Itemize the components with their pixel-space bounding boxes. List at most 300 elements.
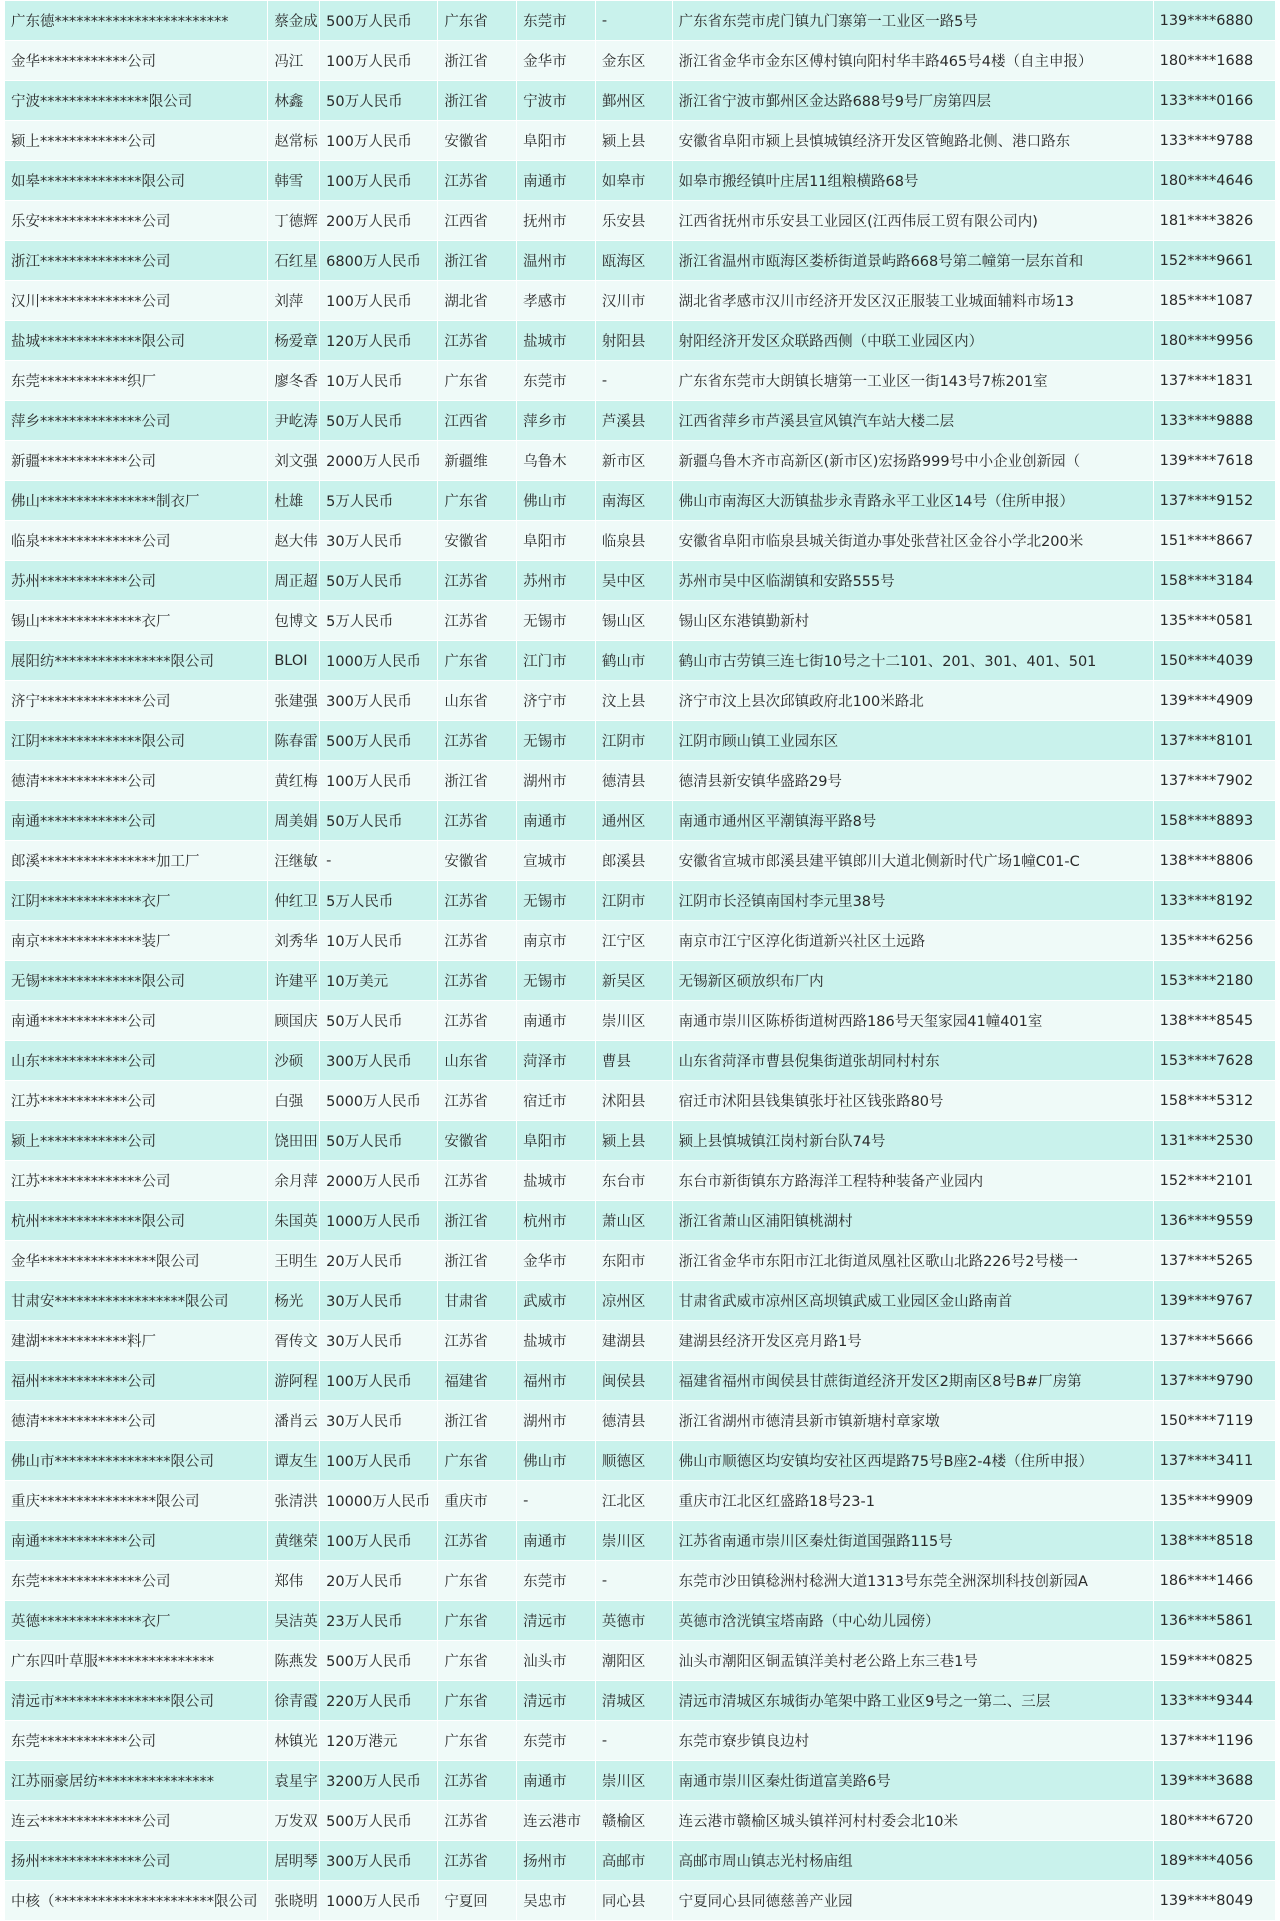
city-cell: 湖州市 — [517, 1401, 596, 1441]
district-cell: 崇川区 — [595, 1001, 672, 1041]
address-cell: 宿迁市沭阳县钱集镇张圩社区钱张路80号 — [672, 1081, 1153, 1121]
legal-person-cell: 林鑫 — [268, 81, 320, 121]
company-name-cell: 英德**************衣厂 — [5, 1601, 268, 1641]
district-cell: 锡山区 — [595, 601, 672, 641]
province-cell: 广东省 — [438, 361, 517, 401]
district-cell: 临泉县 — [595, 521, 672, 561]
company-table — [4, 0, 1276, 1921]
table-row — [5, 641, 1276, 681]
city-cell: 盐城市 — [517, 1161, 596, 1201]
legal-person-cell: 余月萍 — [268, 1161, 320, 1201]
registered-capital-cell: 50万人民币 — [320, 1121, 438, 1161]
registered-capital-cell: 1000万人民币 — [320, 1881, 438, 1921]
province-cell: 江苏省 — [438, 1321, 517, 1361]
legal-person-cell: 仲红卫 — [268, 881, 320, 921]
registered-capital-cell: 100万人民币 — [320, 761, 438, 801]
table-row — [5, 1, 1276, 41]
phone-cell: 137****1196 — [1153, 1721, 1275, 1761]
address-cell: 济宁市汶上县次邱镇政府北100米路北 — [672, 681, 1153, 721]
table-row — [5, 881, 1276, 921]
phone-cell: 135****9909 — [1153, 1481, 1275, 1521]
city-cell: 佛山市 — [517, 481, 596, 521]
phone-cell: 137****5265 — [1153, 1241, 1275, 1281]
table-row — [5, 1601, 1276, 1641]
phone-cell: 150****4039 — [1153, 641, 1275, 681]
table-row — [5, 81, 1276, 121]
address-cell: 广东省东莞市虎门镇九门寨第一工业区一路5号 — [672, 1, 1153, 41]
district-cell: 通州区 — [595, 801, 672, 841]
registered-capital-cell: 300万人民币 — [320, 1041, 438, 1081]
phone-cell: 158****8893 — [1153, 801, 1275, 841]
phone-cell: 133****8192 — [1153, 881, 1275, 921]
registered-capital-cell: 10000万人民币 — [320, 1481, 438, 1521]
city-cell: 宁波市 — [517, 81, 596, 121]
registered-capital-cell: 300万人民币 — [320, 1841, 438, 1881]
city-cell: 江门市 — [517, 641, 596, 681]
registered-capital-cell: 5万人民币 — [320, 881, 438, 921]
province-cell: 江苏省 — [438, 601, 517, 641]
legal-person-cell: 廖冬香 — [268, 361, 320, 401]
province-cell: 江苏省 — [438, 921, 517, 961]
registered-capital-cell: 200万人民币 — [320, 201, 438, 241]
company-name-cell: 宁波***************限公司 — [5, 81, 268, 121]
table-row — [5, 401, 1276, 441]
city-cell: 扬州市 — [517, 1841, 596, 1881]
company-name-cell: 苏州************公司 — [5, 561, 268, 601]
legal-person-cell: 张清洪 — [268, 1481, 320, 1521]
legal-person-cell: 袁星宇 — [268, 1761, 320, 1801]
table-row — [5, 1241, 1276, 1281]
address-cell: 佛山市顺德区均安镇均安社区西堤路75号B座2-4楼（住所申报） — [672, 1441, 1153, 1481]
legal-person-cell: 韩雪 — [268, 161, 320, 201]
legal-person-cell: 尹屹涛 — [268, 401, 320, 441]
table-row — [5, 601, 1276, 641]
company-name-cell: 展阳纺****************限公司 — [5, 641, 268, 681]
address-cell: 汕头市潮阳区铜盂镇洋美村老公路上东三巷1号 — [672, 1641, 1153, 1681]
city-cell: 宿迁市 — [517, 1081, 596, 1121]
table-row — [5, 161, 1276, 201]
phone-cell: 139****9767 — [1153, 1281, 1275, 1321]
address-cell: 浙江省湖州市德清县新市镇新塘村章家墩 — [672, 1401, 1153, 1441]
registered-capital-cell: 100万人民币 — [320, 1521, 438, 1561]
district-cell: 崇川区 — [595, 1521, 672, 1561]
district-cell: 江阴市 — [595, 721, 672, 761]
district-cell: 英德市 — [595, 1601, 672, 1641]
address-cell: 南通市通州区平潮镇海平路8号 — [672, 801, 1153, 841]
phone-cell: 135****0581 — [1153, 601, 1275, 641]
phone-cell: 158****5312 — [1153, 1081, 1275, 1121]
address-cell: 南通市崇川区陈桥街道树西路186号天玺家园41幢401室 — [672, 1001, 1153, 1041]
phone-cell: 180****1688 — [1153, 41, 1275, 81]
province-cell: 浙江省 — [438, 1241, 517, 1281]
table-row — [5, 241, 1276, 281]
table-row — [5, 521, 1276, 561]
registered-capital-cell: 500万人民币 — [320, 1641, 438, 1681]
address-cell: 射阳经济开发区众联路西侧（中联工业园区内） — [672, 321, 1153, 361]
registered-capital-cell: 50万人民币 — [320, 81, 438, 121]
province-cell: 山东省 — [438, 681, 517, 721]
address-cell: 鹤山市古劳镇三连七街10号之十二101、201、301、401、501 — [672, 641, 1153, 681]
registered-capital-cell: 5000万人民币 — [320, 1081, 438, 1121]
phone-cell: 137****1831 — [1153, 361, 1275, 401]
city-cell: 南通市 — [517, 1001, 596, 1041]
legal-person-cell: 汪继敏 — [268, 841, 320, 881]
city-cell: 乌鲁木 — [517, 441, 596, 481]
address-cell: 南京市江宁区淳化街道新兴社区土远路 — [672, 921, 1153, 961]
phone-cell: 137****9790 — [1153, 1361, 1275, 1401]
district-cell: 鄞州区 — [595, 81, 672, 121]
phone-cell: 139****6880 — [1153, 1, 1275, 41]
district-cell: 如皋市 — [595, 161, 672, 201]
company-name-cell: 乐安**************公司 — [5, 201, 268, 241]
company-name-cell: 汉川**************公司 — [5, 281, 268, 321]
province-cell: 江苏省 — [438, 321, 517, 361]
company-name-cell: 中核（**********************限公司 — [5, 1881, 268, 1921]
city-cell: 金华市 — [517, 1241, 596, 1281]
registered-capital-cell: 50万人民币 — [320, 561, 438, 601]
legal-person-cell: 赵大伟 — [268, 521, 320, 561]
city-cell: 杭州市 — [517, 1201, 596, 1241]
registered-capital-cell: 30万人民币 — [320, 521, 438, 561]
registered-capital-cell: 23万人民币 — [320, 1601, 438, 1641]
legal-person-cell: 杨光 — [268, 1281, 320, 1321]
legal-person-cell: BLOI — [268, 641, 320, 681]
province-cell: 江西省 — [438, 401, 517, 441]
address-cell: 苏州市吴中区临湖镇和安路555号 — [672, 561, 1153, 601]
legal-person-cell: 丁德辉 — [268, 201, 320, 241]
district-cell: 凉州区 — [595, 1281, 672, 1321]
legal-person-cell: 张建强 — [268, 681, 320, 721]
company-name-cell: 江苏************公司 — [5, 1081, 268, 1121]
legal-person-cell: 胥传文 — [268, 1321, 320, 1361]
legal-person-cell: 陈春雷 — [268, 721, 320, 761]
legal-person-cell: 蔡金成 — [268, 1, 320, 41]
registered-capital-cell: 20万人民币 — [320, 1561, 438, 1601]
phone-cell: 133****9788 — [1153, 121, 1275, 161]
district-cell: 东台市 — [595, 1161, 672, 1201]
city-cell: 无锡市 — [517, 721, 596, 761]
legal-person-cell: 徐青霞 — [268, 1681, 320, 1721]
company-name-cell: 扬州**************公司 — [5, 1841, 268, 1881]
province-cell: 江苏省 — [438, 561, 517, 601]
district-cell: 新市区 — [595, 441, 672, 481]
table-row — [5, 1641, 1276, 1681]
district-cell: - — [595, 361, 672, 401]
table-row — [5, 1481, 1276, 1521]
district-cell: 金东区 — [595, 41, 672, 81]
legal-person-cell: 居明琴 — [268, 1841, 320, 1881]
company-name-cell: 无锡**************限公司 — [5, 961, 268, 1001]
phone-cell: 185****1087 — [1153, 281, 1275, 321]
company-name-cell: 南京**************装厂 — [5, 921, 268, 961]
city-cell: 宣城市 — [517, 841, 596, 881]
company-name-cell: 清远市****************限公司 — [5, 1681, 268, 1721]
company-name-cell: 颍上************公司 — [5, 1121, 268, 1161]
company-name-cell: 颍上************公司 — [5, 121, 268, 161]
city-cell: 孝感市 — [517, 281, 596, 321]
table-row — [5, 841, 1276, 881]
registered-capital-cell: 50万人民币 — [320, 1001, 438, 1041]
district-cell: 沭阳县 — [595, 1081, 672, 1121]
address-cell: 江阴市长泾镇南国村李元里38号 — [672, 881, 1153, 921]
company-name-cell: 杭州**************限公司 — [5, 1201, 268, 1241]
address-cell: 重庆市江北区红盛路18号23-1 — [672, 1481, 1153, 1521]
registered-capital-cell: 1000万人民币 — [320, 1201, 438, 1241]
company-name-cell: 南通************公司 — [5, 1521, 268, 1561]
phone-cell: 159****0825 — [1153, 1641, 1275, 1681]
address-cell: 宁夏同心县同德慈善产业园 — [672, 1881, 1153, 1921]
company-name-cell: 南通************公司 — [5, 1001, 268, 1041]
city-cell: 东莞市 — [517, 361, 596, 401]
province-cell: 浙江省 — [438, 1401, 517, 1441]
phone-cell: 180****6720 — [1153, 1801, 1275, 1841]
district-cell: 同心县 — [595, 1881, 672, 1921]
table-row — [5, 1881, 1276, 1921]
company-name-cell: 新疆************公司 — [5, 441, 268, 481]
city-cell: 东莞市 — [517, 1, 596, 41]
province-cell: 江苏省 — [438, 161, 517, 201]
address-cell: 东莞市沙田镇稔洲村稔洲大道1313号东莞全洲深圳科技创新园A — [672, 1561, 1153, 1601]
company-name-cell: 重庆****************限公司 — [5, 1481, 268, 1521]
table-row — [5, 561, 1276, 601]
table-row — [5, 281, 1276, 321]
province-cell: 甘肃省 — [438, 1281, 517, 1321]
city-cell: 苏州市 — [517, 561, 596, 601]
company-name-cell: 如皋**************限公司 — [5, 161, 268, 201]
district-cell: 崇川区 — [595, 1761, 672, 1801]
province-cell: 江苏省 — [438, 961, 517, 1001]
district-cell: 芦溪县 — [595, 401, 672, 441]
registered-capital-cell: 100万人民币 — [320, 1361, 438, 1401]
phone-cell: 135****6256 — [1153, 921, 1275, 961]
phone-cell: 139****4909 — [1153, 681, 1275, 721]
city-cell: 南通市 — [517, 1761, 596, 1801]
table-row — [5, 1681, 1276, 1721]
province-cell: 广东省 — [438, 1641, 517, 1681]
province-cell: 江苏省 — [438, 881, 517, 921]
province-cell: 浙江省 — [438, 81, 517, 121]
address-cell: 东台市新街镇东方路海洋工程特种装备产业园内 — [672, 1161, 1153, 1201]
address-cell: 英德市浛洸镇宝塔南路（中心幼儿园傍） — [672, 1601, 1153, 1641]
company-name-cell: 浙江**************公司 — [5, 241, 268, 281]
phone-cell: 133****9344 — [1153, 1681, 1275, 1721]
province-cell: 江苏省 — [438, 801, 517, 841]
address-cell: 甘肃省武威市凉州区高坝镇武威工业园区金山路南首 — [672, 1281, 1153, 1321]
registered-capital-cell: 120万人民币 — [320, 321, 438, 361]
phone-cell: 133****9888 — [1153, 401, 1275, 441]
district-cell: 顺德区 — [595, 1441, 672, 1481]
table-row — [5, 1321, 1276, 1361]
address-cell: 江阴市顾山镇工业园东区 — [672, 721, 1153, 761]
district-cell: 汶上县 — [595, 681, 672, 721]
district-cell: 吴中区 — [595, 561, 672, 601]
province-cell: 江苏省 — [438, 1081, 517, 1121]
province-cell: 广东省 — [438, 481, 517, 521]
table-row — [5, 1761, 1276, 1801]
registered-capital-cell: 1000万人民币 — [320, 641, 438, 681]
phone-cell: 138****8545 — [1153, 1001, 1275, 1041]
province-cell: 浙江省 — [438, 241, 517, 281]
phone-cell: 150****7119 — [1153, 1401, 1275, 1441]
phone-cell: 137****8101 — [1153, 721, 1275, 761]
province-cell: 福建省 — [438, 1361, 517, 1401]
province-cell: 安徽省 — [438, 121, 517, 161]
city-cell: 萍乡市 — [517, 401, 596, 441]
legal-person-cell: 刘文强 — [268, 441, 320, 481]
company-name-cell: 萍乡**************公司 — [5, 401, 268, 441]
company-name-cell: 江阴**************限公司 — [5, 721, 268, 761]
table-row — [5, 1001, 1276, 1041]
province-cell: 安徽省 — [438, 1121, 517, 1161]
registered-capital-cell: 2000万人民币 — [320, 1161, 438, 1201]
registered-capital-cell: 50万人民币 — [320, 401, 438, 441]
table-row — [5, 1041, 1276, 1081]
legal-person-cell: 包博文 — [268, 601, 320, 641]
address-cell: 颍上县慎城镇江岗村新台队74号 — [672, 1121, 1153, 1161]
company-name-cell: 建湖************料厂 — [5, 1321, 268, 1361]
district-cell: 建湖县 — [595, 1321, 672, 1361]
legal-person-cell: 周正超 — [268, 561, 320, 601]
province-cell: 广东省 — [438, 1, 517, 41]
district-cell: - — [595, 1, 672, 41]
address-cell: 安徽省宣城市郎溪县建平镇郎川大道北侧新时代广场1幢C01-C — [672, 841, 1153, 881]
table-row — [5, 1081, 1276, 1121]
legal-person-cell: 顾国庆 — [268, 1001, 320, 1041]
city-cell: - — [517, 1481, 596, 1521]
registered-capital-cell: 100万人民币 — [320, 161, 438, 201]
table-row — [5, 481, 1276, 521]
district-cell: 郎溪县 — [595, 841, 672, 881]
phone-cell: 180****9956 — [1153, 321, 1275, 361]
city-cell: 济宁市 — [517, 681, 596, 721]
registered-capital-cell: 100万人民币 — [320, 41, 438, 81]
address-cell: 浙江省金华市东阳市江北街道凤凰社区歌山北路226号2号楼一 — [672, 1241, 1153, 1281]
district-cell: 闽侯县 — [595, 1361, 672, 1401]
table-row — [5, 41, 1276, 81]
city-cell: 金华市 — [517, 41, 596, 81]
registered-capital-cell: 5万人民币 — [320, 601, 438, 641]
city-cell: 盐城市 — [517, 321, 596, 361]
legal-person-cell: 陈燕发 — [268, 1641, 320, 1681]
table-row — [5, 321, 1276, 361]
company-name-cell: 金华************公司 — [5, 41, 268, 81]
table-row — [5, 1401, 1276, 1441]
address-cell: 佛山市南海区大沥镇盐步永青路永平工业区14号（住所申报） — [672, 481, 1153, 521]
phone-cell: 153****7628 — [1153, 1041, 1275, 1081]
registered-capital-cell: 3200万人民币 — [320, 1761, 438, 1801]
legal-person-cell: 游阿程 — [268, 1361, 320, 1401]
district-cell: - — [595, 1561, 672, 1601]
address-cell: 建湖县经济开发区亮月路1号 — [672, 1321, 1153, 1361]
address-cell: 江西省抚州市乐安县工业园区(江西伟辰工贸有限公司内) — [672, 201, 1153, 241]
legal-person-cell: 杨爱章 — [268, 321, 320, 361]
city-cell: 连云港市 — [517, 1801, 596, 1841]
address-cell: 新疆乌鲁木齐市高新区(新市区)宏扬路999号中小企业创新园（ — [672, 441, 1153, 481]
district-cell: 南海区 — [595, 481, 672, 521]
city-cell: 无锡市 — [517, 601, 596, 641]
district-cell: 新吴区 — [595, 961, 672, 1001]
registered-capital-cell: 10万人民币 — [320, 361, 438, 401]
table-row — [5, 1121, 1276, 1161]
address-cell: 清远市清城区东城街办笔架中路工业区9号之一第二、三层 — [672, 1681, 1153, 1721]
legal-person-cell: 黄继荣 — [268, 1521, 320, 1561]
company-name-cell: 东莞**************公司 — [5, 1561, 268, 1601]
province-cell: 浙江省 — [438, 1201, 517, 1241]
company-name-cell: 临泉**************公司 — [5, 521, 268, 561]
address-cell: 山东省菏泽市曹县倪集街道张胡同村村东 — [672, 1041, 1153, 1081]
city-cell: 南通市 — [517, 1521, 596, 1561]
phone-cell: 152****2101 — [1153, 1161, 1275, 1201]
table-row — [5, 441, 1276, 481]
address-cell: 高邮市周山镇志光村杨庙组 — [672, 1841, 1153, 1881]
province-cell: 浙江省 — [438, 41, 517, 81]
company-name-cell: 山东************公司 — [5, 1041, 268, 1081]
district-cell: 江北区 — [595, 1481, 672, 1521]
phone-cell: 139****7618 — [1153, 441, 1275, 481]
table-row — [5, 201, 1276, 241]
address-cell: 广东省东莞市大朗镇长塘第一工业区一街143号7栋201室 — [672, 361, 1153, 401]
company-name-cell: 东莞************织厂 — [5, 361, 268, 401]
company-name-cell: 广东四叶草服**************** — [5, 1641, 268, 1681]
company-name-cell: 盐城**************限公司 — [5, 321, 268, 361]
registered-capital-cell: - — [320, 841, 438, 881]
province-cell: 广东省 — [438, 1441, 517, 1481]
registered-capital-cell: 120万港元 — [320, 1721, 438, 1761]
district-cell: 德清县 — [595, 1401, 672, 1441]
address-cell: 锡山区东港镇勤新村 — [672, 601, 1153, 641]
address-cell: 浙江省金华市金东区傅村镇向阳村华丰路465号4楼（自主申报） — [672, 41, 1153, 81]
phone-cell: 153****2180 — [1153, 961, 1275, 1001]
legal-person-cell: 刘秀华 — [268, 921, 320, 961]
address-cell: 如皋市搬经镇叶庄居11组粮横路68号 — [672, 161, 1153, 201]
company-name-cell: 广东德************************ — [5, 1, 268, 41]
phone-cell: 133****0166 — [1153, 81, 1275, 121]
address-cell: 湖北省孝感市汉川市经济开发区汉正服装工业城面辅料市场13 — [672, 281, 1153, 321]
address-cell: 东莞市寮步镇良边村 — [672, 1721, 1153, 1761]
legal-person-cell: 潘肖云 — [268, 1401, 320, 1441]
district-cell: - — [595, 1721, 672, 1761]
address-cell: 浙江省温州市瓯海区娄桥街道景屿路668号第二幢第一层东首和 — [672, 241, 1153, 281]
company-name-cell: 东莞************公司 — [5, 1721, 268, 1761]
phone-cell: 139****8049 — [1153, 1881, 1275, 1921]
company-name-cell: 佛山****************制衣厂 — [5, 481, 268, 521]
district-cell: 曹县 — [595, 1041, 672, 1081]
table-row — [5, 1801, 1276, 1841]
city-cell: 汕头市 — [517, 1641, 596, 1681]
table-row — [5, 681, 1276, 721]
registered-capital-cell: 100万人民币 — [320, 281, 438, 321]
city-cell: 清远市 — [517, 1681, 596, 1721]
province-cell: 江苏省 — [438, 1001, 517, 1041]
address-cell: 安徽省阜阳市颍上县慎城镇经济开发区管鲍路北侧、港口路东 — [672, 121, 1153, 161]
province-cell: 广东省 — [438, 641, 517, 681]
registered-capital-cell: 2000万人民币 — [320, 441, 438, 481]
city-cell: 南京市 — [517, 921, 596, 961]
legal-person-cell: 刘萍 — [268, 281, 320, 321]
table-row — [5, 1841, 1276, 1881]
city-cell: 福州市 — [517, 1361, 596, 1401]
registered-capital-cell: 500万人民币 — [320, 721, 438, 761]
table-row — [5, 721, 1276, 761]
registered-capital-cell: 300万人民币 — [320, 681, 438, 721]
phone-cell: 138****8518 — [1153, 1521, 1275, 1561]
legal-person-cell: 吴洁英 — [268, 1601, 320, 1641]
district-cell: 江宁区 — [595, 921, 672, 961]
table-row — [5, 1281, 1276, 1321]
province-cell: 重庆市 — [438, 1481, 517, 1521]
legal-person-cell: 黄红梅 — [268, 761, 320, 801]
legal-person-cell: 王明生 — [268, 1241, 320, 1281]
